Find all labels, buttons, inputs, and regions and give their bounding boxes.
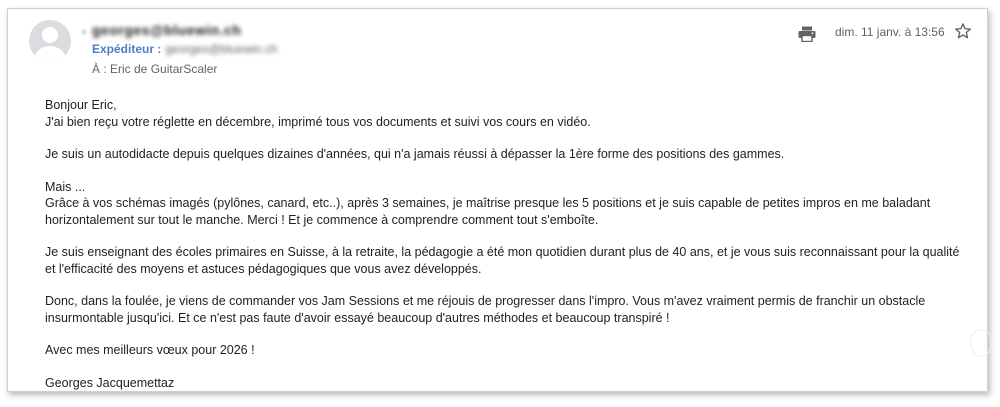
star-icon[interactable] — [954, 22, 972, 40]
from-line — [92, 42, 278, 56]
paragraph-text: Je suis enseignant des écoles primaires en Suisse, à la retraite, la pédagogie a été mon quotidien durant plus de 40 ans, et je vous suis reconnaissant pour la qualité et l'efficacité des moyens et astuces pédagogiques que vous avez développés. — [45, 245, 960, 276]
from-address[interactable]: georges@bluewin.ch — [165, 42, 278, 56]
paragraph-text: J'ai bien reçu votre réglette en décembre, imprimé tous vos documents et suivi vos cours en vidéo. — [45, 114, 591, 129]
paragraph-text: Grâce à vos schémas imagés (pylônes, canard, etc..), après 3 semaines, je maîtrise presque les 5 positions et je suis capable de petites impros en me baladant horizontalement sur tout le manche. Merci ! Et je commence à comprendre comment tout s'emboîte. — [45, 196, 931, 227]
presence-dot — [81, 29, 87, 35]
printer-icon[interactable] — [798, 26, 816, 42]
paragraph-text: Mais ... — [45, 179, 86, 194]
avatar-body-shape — [34, 46, 66, 62]
paragraph-text: Je suis un autodidacte depuis quelques dizaines d'années, qui n'a jamais réussi à dépasser la 1ère forme des positions des gammes. — [45, 147, 785, 161]
paragraph-greeting — [45, 97, 965, 130]
email-body — [45, 97, 965, 407]
scroll-handle[interactable] — [970, 329, 992, 357]
sender-name[interactable]: georges@bluewin.ch — [92, 22, 242, 38]
avatar-head-shape — [42, 27, 58, 43]
from-label: Expéditeur : — [92, 42, 162, 56]
avatar[interactable] — [29, 20, 71, 62]
paragraph-text: Donc, dans la foulée, je viens de commander vos Jam Sessions et me réjouis de progresser dans l'impro. Vous m'avez vraiment permis de franchir un obstacle insurmontable jusqu'ici. Et ce n'est pas faute d'avoir essayé beaucoup d'autres méthodes et beaucoup transpiré ! — [45, 294, 926, 325]
greeting: Bonjour Eric, — [45, 98, 117, 112]
email-card — [7, 8, 988, 392]
to-line[interactable]: À : Eric de GuitarScaler — [92, 62, 218, 76]
signature: Georges Jacquemettaz — [45, 375, 175, 390]
paragraph-group — [45, 179, 965, 229]
email-date: dim. 11 janv. à 13:56 — [835, 25, 945, 39]
paragraph-text: Avec mes meilleurs vœux pour 2026 ! — [45, 343, 255, 357]
